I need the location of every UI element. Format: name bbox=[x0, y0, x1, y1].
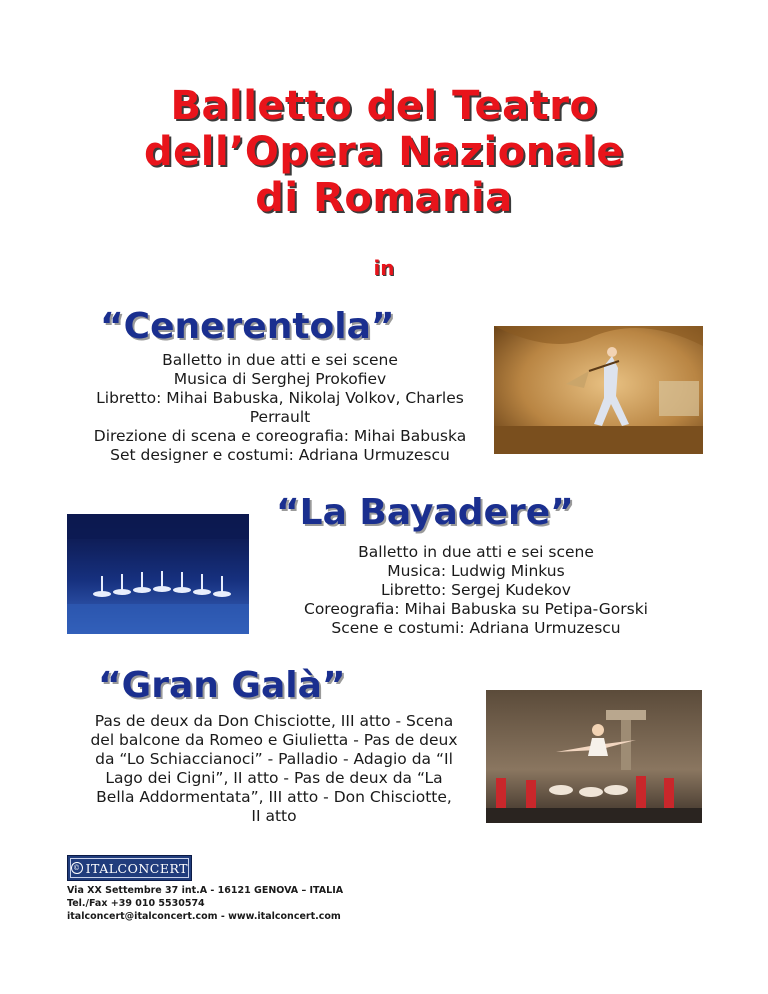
info-line: Bella Addormentata”, III atto - Don Chisciotte, bbox=[96, 788, 452, 806]
info-line: Pas de deux da Don Chisciotte, III atto - Scena bbox=[94, 712, 454, 730]
show-title-cenerentola: “Cenerentola” bbox=[100, 306, 395, 347]
footer-phone: Tel./Fax +39 010 5530574 bbox=[67, 898, 205, 909]
info-line: Scene e costumi: Adriana Urmuzescu bbox=[331, 619, 621, 637]
logo-emblem-icon: © bbox=[71, 862, 83, 874]
info-line: del balcone da Romeo e Giulietta - Pas de deux bbox=[90, 731, 458, 749]
info-line: Perrault bbox=[249, 408, 311, 426]
photo-cenerentola bbox=[494, 326, 703, 454]
info-line: Libretto: Mihai Babuska, Nikolaj Volkov, Charles bbox=[96, 389, 464, 407]
footer-address: Via XX Settembre 37 int.A - 16121 GENOVA – ITALIA bbox=[67, 885, 344, 896]
logo-text: ITALCONCERT bbox=[85, 860, 188, 876]
footer-contacts: italconcert@italconcert.com - www.italconcert.com bbox=[67, 911, 341, 922]
info-line: Balletto in due atti e sei scene bbox=[358, 543, 594, 561]
info-line: Balletto in due atti e sei scene bbox=[162, 351, 398, 369]
main-title-line-1: Balletto del Teatro bbox=[170, 83, 598, 129]
show-info-la-bayadere bbox=[266, 543, 686, 638]
info-line: Musica: Ludwig Minkus bbox=[387, 562, 565, 580]
photo-gran-gala bbox=[486, 690, 702, 823]
photo-la-bayadere bbox=[67, 514, 249, 634]
main-title-line-2: dell’Opera Nazionale bbox=[143, 129, 625, 175]
info-line: Direzione di scena e coreografia: Mihai Babuska bbox=[93, 427, 467, 445]
info-line: Coreografia: Mihai Babuska su Petipa-Gorski bbox=[304, 600, 648, 618]
info-line: Set designer e costumi: Adriana Urmuzescu bbox=[110, 446, 450, 464]
show-info-cenerentola bbox=[70, 351, 490, 465]
show-info-gran-gala bbox=[68, 712, 480, 826]
info-line: Libretto: Sergej Kudekov bbox=[381, 581, 571, 599]
italconcert-logo bbox=[67, 855, 192, 881]
info-line: da “Lo Schiaccianoci” - Palladio - Adagio da “Il bbox=[95, 750, 453, 768]
show-title-la-bayadere: “La Bayadere” bbox=[276, 492, 574, 533]
show-title-gran-gala: “Gran Galà” bbox=[98, 665, 346, 706]
in-word: in bbox=[373, 256, 395, 280]
info-line: II atto bbox=[251, 807, 297, 825]
main-title-line-3: di Romania bbox=[255, 175, 513, 221]
info-line: Lago dei Cigni”, II atto - Pas de deux da “La bbox=[105, 769, 443, 787]
main-title bbox=[0, 83, 768, 221]
info-line: Musica di Serghej Prokofiev bbox=[173, 370, 387, 388]
